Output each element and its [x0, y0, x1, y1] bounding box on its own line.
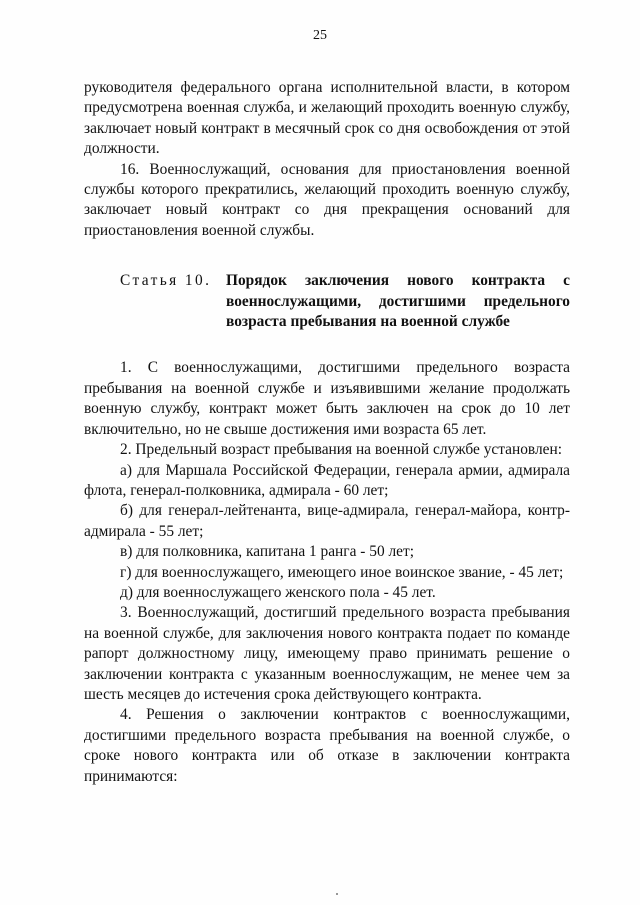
- clause-2-item-d: д) для военнослужащего женского пола - 45 лет.: [120, 583, 436, 601]
- clause-3: 3. Военнослужащий, достигший предельного возраста пребывания на военной службе, для заключения нового контракта подает по команде рапорт должностному лицу, имеющему право принимать решение о заключении контракта с указанным военнослужащим, не менее чем за шесть месяцев до истечения срока действующего контракта.: [84, 604, 570, 703]
- article-heading: [84, 271, 570, 332]
- page-body: [84, 78, 570, 787]
- clause-1: 1. С военнослужащими, достигшими предельного возраста пребывания на военной службе и изъявившими желание продолжать военную службу, контракт может быть заключен на срок до 10 лет включительно, но не свыше достижения ими возраста 65 лет.: [84, 359, 570, 438]
- paragraph-16: 16. Военнослужащий, основания для приостановления военной службы которого прекратились, желающий проходить военную службу, заключает новый контракт со дня прекращения оснований для приостановления военной службы.: [84, 160, 570, 239]
- clause-2: 2. Предельный возраст пребывания на военной службе установлен:: [120, 441, 563, 459]
- article-title: Порядок заключения нового контракта с военнослужащими, достигшими предельного возраста пребывания на военной службе: [226, 272, 570, 331]
- article-label: Статья 10.: [120, 272, 212, 290]
- continued-paragraph: руководителя федерального органа исполнительной власти, в котором предусмотрена военная служба, и желающий проходить военную службу, заключает новый контракт в месячный срок со дня освобождения от этой должности.: [84, 79, 570, 158]
- clause-2-item-b: б) для генерал-лейтенанта, вице-адмирала, генерал-майора, контр-адмирала - 55 лет;: [84, 502, 570, 540]
- scan-dot: [336, 893, 338, 895]
- page-number: 25: [313, 28, 327, 43]
- clause-4: 4. Решения о заключении контрактов с военнослужащими, достигшими предельного возраста пребывания на военной службе, о сроке нового контракта или об отказе в заключении контракта принимаются:: [84, 706, 570, 785]
- clause-2-item-a: а) для Маршала Российской Федерации, генерала армии, адмирала флота, генерал-полковника, адмирала - 60 лет;: [84, 461, 570, 499]
- clause-2-item-g: г) для военнослужащего, имеющего иное воинское звание, - 45 лет;: [120, 563, 564, 581]
- spacer: [84, 241, 570, 271]
- spacer: [84, 332, 570, 358]
- clause-2-item-v: в) для полковника, капитана 1 ранга - 50 лет;: [120, 543, 415, 561]
